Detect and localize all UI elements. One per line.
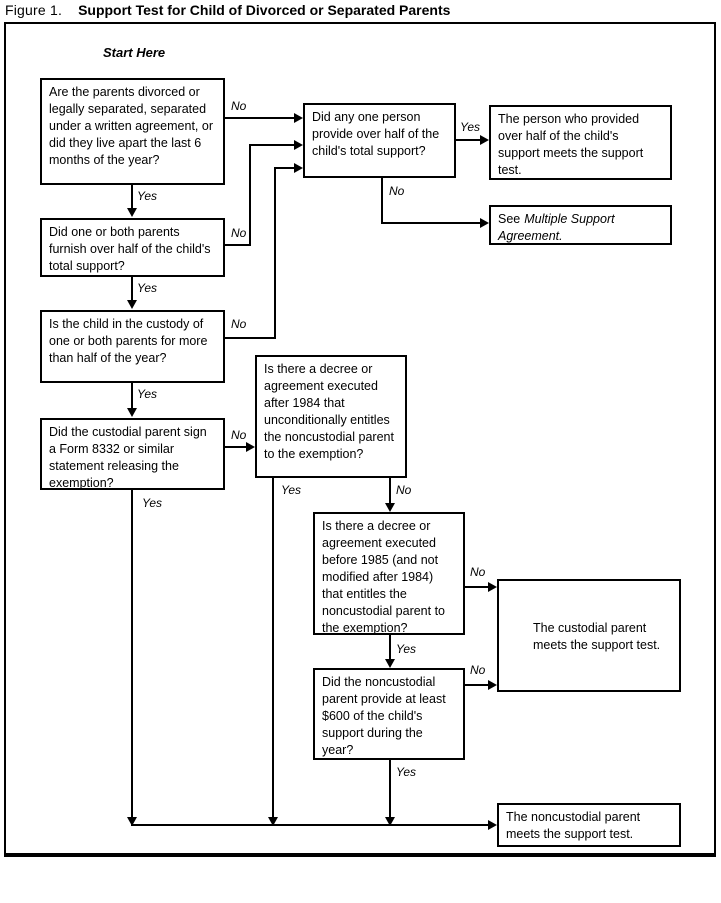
connector-box8-no-down [389,478,391,506]
flow-box-decree-before-1985: Is there a decree or agreement executed before 1985 (and not modified after 1984) that entitles the noncustodial parent to the exemption? [313,512,465,635]
flow-box-decree-after-1984: Is there a decree or agreement executed after 1984 that unconditionally entitles the noncustodial parent to the exemption? [255,355,407,478]
arrowhead-down-icon [385,817,395,826]
connector-box1-no [225,117,297,119]
arrowhead-down-icon [385,659,395,668]
connector-box8-yes-down [272,478,274,820]
arrowhead-right-icon [294,113,303,123]
arrowhead-right-icon [246,442,255,452]
arrowhead-right-icon [488,582,497,592]
connector-box2-no-up [249,144,251,246]
arrowhead-right-icon [294,140,303,150]
flow-box-see-multiple-support-agreement: See Multiple Support Agreement. [489,205,672,245]
arrowhead-down-icon [127,817,137,826]
connector-box2-no-out [225,244,251,246]
connector-box3-no-out [225,337,276,339]
edge-label-no: No [231,226,247,240]
edge-label-no: No [231,428,247,442]
edge-label-no: No [231,99,247,113]
arrowhead-down-icon [268,817,278,826]
flow-box-person-meets-test: The person who provided over half of the child's support meets the support test. [489,105,672,180]
arrowhead-right-icon [488,680,497,690]
edge-label-yes: Yes [460,120,481,134]
edge-label-no: No [389,184,405,198]
edge-label-yes: Yes [396,765,417,779]
arrowhead-right-icon [294,163,303,173]
figure-number: Figure 1. [5,2,63,18]
flow-box-any-one-person: Did any one person provide over half of the child's total support? [303,103,456,178]
connector-box10-no [465,684,490,686]
arrowhead-down-icon [127,408,137,417]
connector-box3-to-box4 [131,383,133,411]
edge-label-yes: Yes [137,281,158,295]
connector-box4-no [225,446,248,448]
arrowhead-down-icon [127,300,137,309]
flow-box-form-8332: Did the custodial parent sign a Form 8332 or similar statement releasing the exemption? [40,418,225,490]
edge-label-yes: Yes [137,387,158,401]
connector-box5-no-to-msa [381,222,482,224]
arrowhead-down-icon [127,208,137,217]
flow-box-custodial-meets-test: The custodial parent meets the support test. [497,579,681,692]
start-here-label: Start Here [103,45,166,60]
edge-label-no: No [231,317,247,331]
connector-box5-no-down [381,178,383,224]
arrowhead-right-icon [488,820,497,830]
edge-label-yes: Yes [281,483,302,497]
arrowhead-right-icon [480,135,489,145]
edge-label-yes: Yes [137,189,158,203]
edge-label-no: No [470,565,486,579]
figure-heading: Support Test for Child of Divorced or Separated Parents [78,2,451,18]
figure-title [5,2,450,18]
connector-box4-yes-down [131,490,133,820]
connector-bottom-merge [131,824,490,826]
connector-box2-no-in [249,144,297,146]
connector-box10-yes-down [389,760,391,820]
connector-box9-yes-down [389,635,391,662]
arrowhead-right-icon [480,218,489,228]
arrowhead-down-icon [385,503,395,512]
flow-box-divorced-question: Are the parents divorced or legally separated, separated under a written agreement, or did they live apart the last 6 months of the year? [40,78,225,185]
flow-box-custody-question: Is the child in the custody of one or both parents for more than half of the year? [40,310,225,383]
flow-box-noncustodial-600: Did the noncustodial parent provide at least $600 of the child's support during the year? [313,668,465,760]
flow-box-noncustodial-meets-test: The noncustodial parent meets the support test. [497,803,681,847]
connector-box3-no-up [274,167,276,339]
edge-label-yes: Yes [142,496,163,510]
edge-label-yes: Yes [396,642,417,656]
connector-box9-no [465,586,490,588]
edge-label-no: No [470,663,486,677]
edge-label-no: No [396,483,412,497]
connector-box5-yes [456,139,482,141]
flow-box-parents-furnish-half: Did one or both parents furnish over half of the child's total support? [40,218,225,277]
